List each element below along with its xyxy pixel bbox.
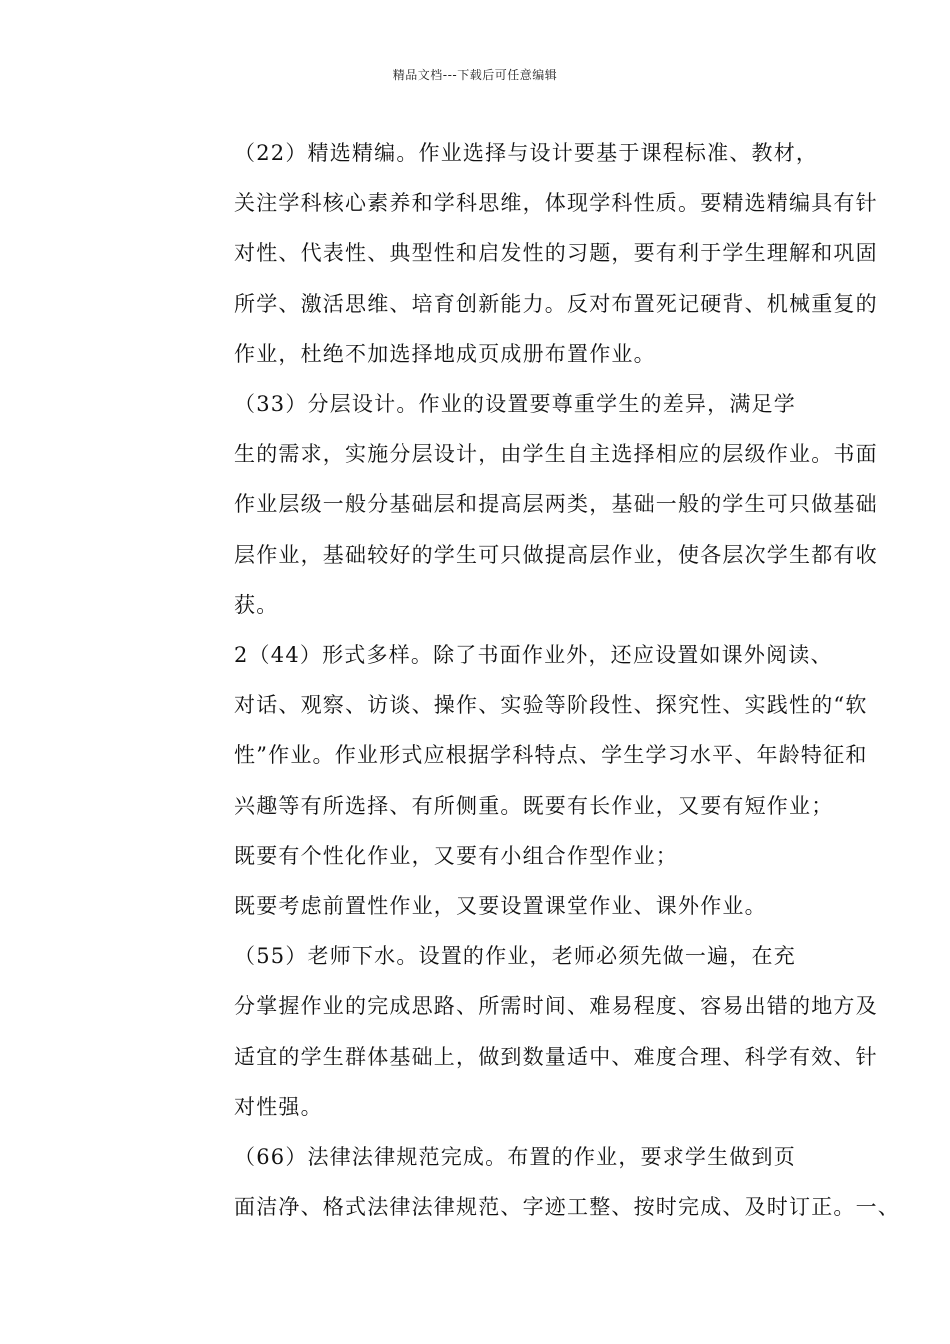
document-body — [146, 128, 900, 1232]
text-line: 分掌握作业的完成思路、所需时间、难易程度、容易出错的地方及 — [234, 994, 878, 1019]
paragraph-22 — [146, 128, 878, 379]
text-line: 2（44）形式多样。除了书面作业外，还应设置如课外阅读、 — [234, 643, 833, 668]
text-line: 生的需求，实施分层设计，由学生自主选择相应的层级作业。书面 — [234, 442, 878, 467]
text-line: 所学、激活思维、培育创新能力。反对布置死记硬背、机械重复的 — [234, 291, 878, 316]
text-line: 既要有个性化作业，又要有小组合作型作业； — [234, 843, 678, 868]
page-header: 精品文档---下载后可任意编辑 — [392, 68, 558, 82]
paragraph-55 — [146, 931, 878, 1132]
text-line: 对性强。 — [234, 1094, 323, 1119]
paragraph-66 — [146, 1132, 900, 1232]
text-line: （22）精选精编。作业选择与设计要基于课程标准、教材， — [234, 141, 819, 165]
text-line: 对话、观察、访谈、操作、实验等阶段性、探究性、实践性的“软 — [234, 693, 868, 718]
text-line: 关注学科核心素养和学科思维，体现学科性质。要精选精编具有针 — [234, 191, 878, 216]
text-line: 作业层级一般分基础层和提高层两类，基础一般的学生可只做基础 — [234, 492, 878, 517]
text-line: （66）法律法律规范完成。布置的作业，要求学生做到页 — [234, 1145, 796, 1170]
text-line: （33）分层设计。作业的设置要尊重学生的差异，满足学 — [234, 392, 796, 417]
paragraph-individual-work — [146, 831, 826, 881]
text-line: 对性、代表性、典型性和启发性的习题，要有利于学生理解和巩固 — [234, 241, 878, 266]
paragraph-44 — [146, 630, 868, 831]
text-line: 适宜的学生群体基础上，做到数量适中、难度合理、科学有效、针 — [234, 1044, 878, 1069]
paragraph-33 — [146, 379, 878, 630]
text-line: 兴趣等有所选择、有所侧重。既要有长作业，又要有短作业； — [234, 793, 834, 818]
text-line: 获。 — [234, 592, 279, 617]
text-line: 作业，杜绝不加选择地成页成册布置作业。 — [234, 341, 656, 366]
text-line: 面洁净、格式法律法律规范、字迹工整、按时完成、及时订正。一、 — [234, 1195, 900, 1220]
paragraph-preview-work — [146, 881, 826, 931]
text-line: 性”作业。作业形式应根据学科特点、学生学习水平、年龄特征和 — [234, 743, 868, 768]
text-line: 层作业，基础较好的学生可只做提高层作业，使各层次学生都有收 — [234, 542, 878, 567]
text-line: （55）老师下水。设置的作业，老师必须先做一遍，在充 — [234, 944, 796, 969]
text-line: 既要考虑前置性作业，又要设置课堂作业、课外作业。 — [234, 894, 767, 919]
